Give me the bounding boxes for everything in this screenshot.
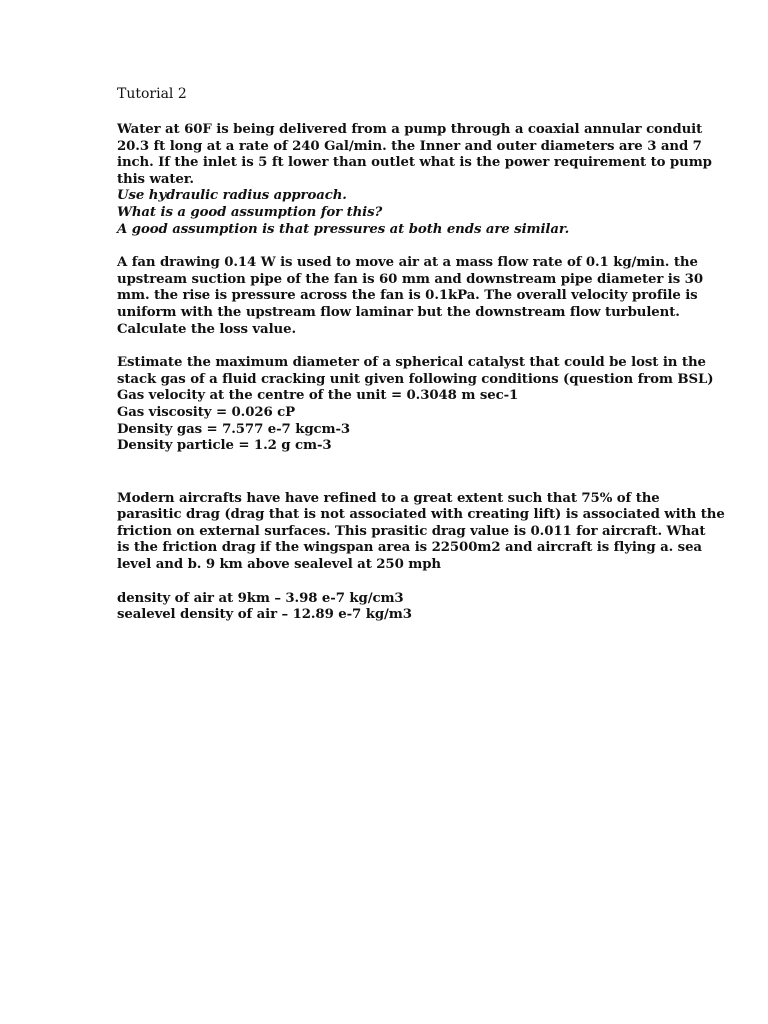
problem-3-line: Density particle = 1.2 g cm-3 — [117, 438, 332, 454]
problem-1-line: inch. If the inlet is 5 ft lower than outlet what is the power requirement to pump — [117, 155, 712, 171]
problem-3-line: Gas viscosity = 0.026 cP — [117, 404, 296, 420]
problem-4-line: level and b. 9 km above sealevel at 250 mph — [117, 557, 441, 573]
paragraph-spacer — [117, 238, 677, 255]
problem-3-line: Gas velocity at the centre of the unit = 0.3048 m sec-1 — [117, 388, 519, 404]
problem-4-data-line: density of air at 9km – 3.98 e-7 kg/cm3 — [117, 590, 404, 606]
paragraph-spacer — [117, 574, 677, 591]
problem-2-line: upstream suction pipe of the fan is 60 mm and downstream pipe diameter is 30 — [117, 271, 703, 287]
problem-4-line: Modern aircrafts have have refined to a great extent such that 75% of the — [117, 490, 660, 506]
problem-3-line: Density gas = 7.577 e-7 kgcm-3 — [117, 421, 351, 437]
problem-3 — [117, 355, 714, 455]
problem-1-line: Water at 60F is being delivered from a pump through a coaxial annular conduit — [117, 122, 703, 137]
paragraph-spacer — [117, 338, 677, 355]
problem-1-note: A good assumption is that pressures at both ends are similar. — [117, 221, 570, 237]
problem-4-line: parasitic drag (drag that is not associated with creating lift) is associated with the — [117, 507, 725, 523]
problem-2 — [117, 255, 703, 338]
problem-1 — [117, 122, 712, 238]
problem-3-line: Estimate the maximum diameter of a spherical catalyst that could be lost in the — [117, 355, 706, 371]
problem-4-line: is the friction drag if the wingspan area is 22500m2 and aircraft is flying a. sea — [117, 540, 702, 556]
document-content — [117, 86, 725, 624]
problem-1-note: Use hydraulic radius approach. — [117, 188, 347, 204]
problem-1-note: What is a good assumption for this? — [117, 204, 383, 220]
problem-2-line: Calculate the loss value. — [117, 321, 296, 337]
problem-2-line: mm. the rise is pressure across the fan is 0.1kPa. The overall velocity profile is — [117, 288, 698, 304]
problem-4 — [117, 490, 725, 574]
problem-2-line: uniform with the upstream flow laminar but the downstream flow turbulent. — [117, 304, 680, 320]
problem-3-line: stack gas of a fluid cracking unit given following conditions (question from BSL) — [117, 371, 714, 387]
document-title: Tutorial 2 — [117, 86, 187, 102]
problem-4-data — [117, 591, 677, 624]
problem-4-line: friction on external surfaces. This prasitic drag value is 0.011 for aircraft. What — [117, 523, 706, 539]
paragraph-spacer — [117, 455, 677, 491]
problem-4-data-line: sealevel density of air – 12.89 e-7 kg/m3 — [117, 607, 412, 623]
problem-2-line: A fan drawing 0.14 W is used to move air at a mass flow rate of 0.1 kg/min. the — [117, 255, 698, 271]
problem-1-line: 20.3 ft long at a rate of 240 Gal/min. the Inner and outer diameters are 3 and 7 — [117, 138, 702, 154]
problem-1-line: this water. — [117, 171, 194, 187]
